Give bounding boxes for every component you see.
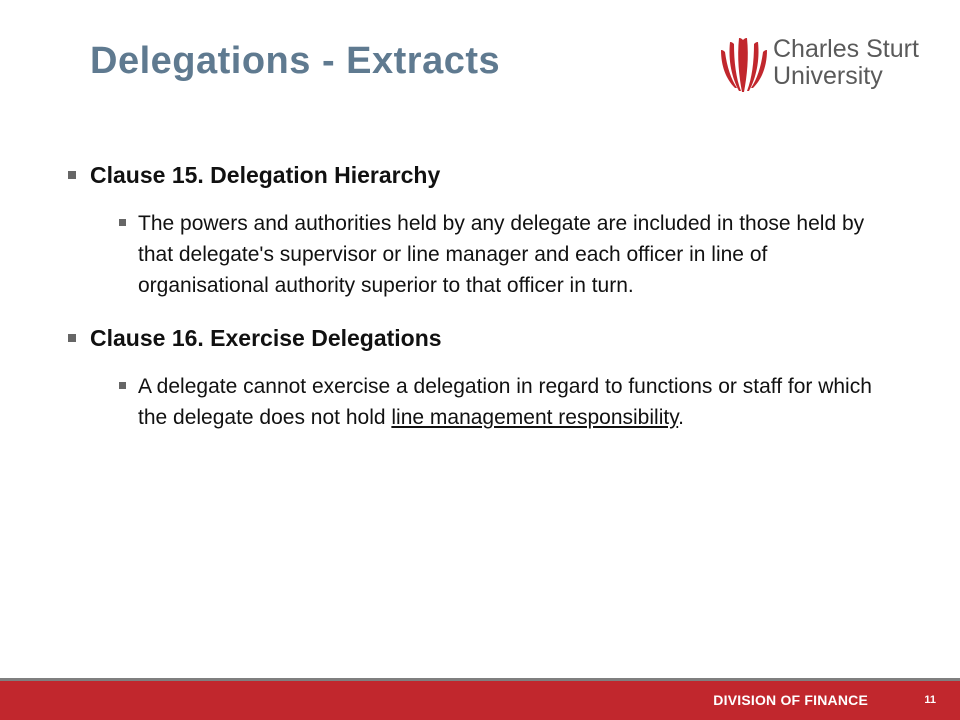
clause-16-body-end: . <box>678 406 684 429</box>
page-number: 11 <box>924 694 936 706</box>
logo-line-1: Charles Sturt <box>773 35 919 63</box>
square-bullet-icon <box>68 334 76 342</box>
square-bullet-icon <box>119 219 126 226</box>
clause-15-heading: Clause 15. Delegation Hierarchy <box>90 162 441 188</box>
bullet-clause-15 <box>62 160 882 190</box>
clause-16-body <box>138 375 872 429</box>
sub-bullet-clause-16 <box>114 371 878 433</box>
square-bullet-icon <box>68 171 76 179</box>
bullet-clause-16 <box>62 323 882 353</box>
logo-line-2: University <box>773 62 883 90</box>
clause-16-heading: Clause 16. Exercise Delegations <box>90 325 442 351</box>
waratah-logo-icon <box>718 34 768 94</box>
clause-15-body: The powers and authorities held by any delegate are included in those held by that delegate's supervisor or line manager and each officer in line of organisational authority superior to that officer in turn. <box>138 212 865 297</box>
clause-16-body-text: A delegate cannot exercise a delegation in regard to functions or staff for which the delegate does not hold <box>138 375 872 429</box>
footer-division-label: DIVISION OF FINANCE <box>713 692 868 708</box>
logo-wordmark <box>773 36 919 90</box>
slide-title: Delegations - Extracts <box>90 40 501 82</box>
square-bullet-icon <box>119 382 126 389</box>
university-logo <box>718 34 938 94</box>
line-management-responsibility-link[interactable]: line management responsibility <box>391 406 679 429</box>
slide-content <box>62 160 882 455</box>
sub-bullet-clause-15 <box>114 208 878 301</box>
footer-band <box>0 681 960 720</box>
